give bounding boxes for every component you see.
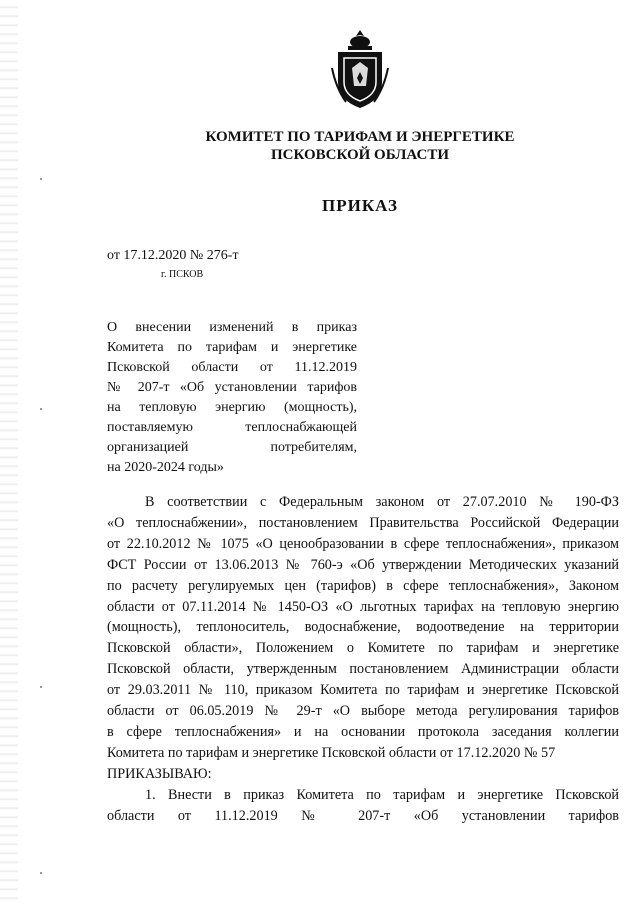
subject-line: на тепловую энергию (мощность), — [107, 400, 357, 415]
body-line: Псковской области», Положением о Комитете по тарифам и энергетике — [107, 640, 619, 657]
body-line: в сфере теплоснабжения» и на основании протокола заседания коллегии — [107, 723, 619, 740]
body-line: области от 06.05.2019 № 29-т «О выборе метода регулирования тарифов — [107, 703, 619, 720]
subject-line: № 207-т «Об установлении тарифов — [107, 380, 357, 395]
body-line: от 22.10.2012 № 1075 «О ценообразовании в сфере теплоснабжения», приказом — [107, 535, 619, 552]
scan-speck — [40, 872, 42, 874]
order-directive: ПРИКАЗЫВАЮ: — [107, 765, 212, 782]
body-line: В соответствии с Федеральным законом от 27.07.2010 № 190-ФЗ — [145, 494, 619, 510]
body-line: ФСТ России от 13.06.2013 № 760-э «Об утверждении Методических указаний — [107, 556, 619, 573]
committee-name-line-2: ПСКОВСКОЙ ОБЛАСТИ — [270, 147, 450, 163]
body-line: от 29.03.2011 № 110, приказом Комитета по тарифам и энергетике Псковской — [107, 682, 619, 699]
coat-of-arms-emblem — [330, 28, 390, 112]
subject-line: организацией потребителям, — [107, 440, 357, 455]
order-body — [107, 492, 619, 827]
body-line: по расчету регулируемых цен (тарифов) в сфере теплоснабжения», Законом — [107, 577, 619, 594]
order-date-number: от 17.12.2020 № 276-т — [107, 248, 239, 263]
body-line: 1. Внести в приказ Комитета по тарифам и энергетике Псковской — [145, 786, 619, 803]
body-line: (мощность), теплоноситель, водоснабжение, водоотведение на территории — [107, 619, 619, 636]
subject-line: на 2020-2024 годы» — [107, 460, 224, 475]
subject-line: О внесении изменений в приказ — [107, 320, 357, 335]
order-subject — [107, 318, 357, 478]
subject-line: Комитета по тарифам и энергетике — [107, 340, 357, 355]
body-line: области от 11.12.2019 № 207-т «Об установлении тарифов — [107, 807, 619, 824]
committee-name-line-1: КОМИТЕТ ПО ТАРИФАМ И ЭНЕРГЕТИКЕ — [205, 129, 515, 145]
subject-line: поставляемую теплоснабжающей — [107, 420, 357, 435]
scan-speck — [40, 408, 42, 410]
body-line: «О теплоснабжении», постановлением Правительства Российской Федерации — [107, 514, 619, 531]
body-line: Комитета по тарифам и энергетике Псковской области от 17.12.2020 № 57 — [107, 744, 556, 761]
subject-line: Псковской области от 11.12.2019 — [107, 360, 357, 375]
body-line: Псковской области, утвержденным постановлением Администрации области — [107, 661, 619, 678]
scan-edge-artifact — [0, 0, 18, 905]
document-title: ПРИКАЗ — [322, 196, 398, 215]
body-line: области от 07.11.2014 № 1450-ОЗ «О льготных тарифах на тепловую энергию — [107, 598, 619, 615]
scan-speck — [40, 178, 42, 180]
city-label: г. ПСКОВ — [161, 269, 204, 280]
scan-speck — [40, 686, 42, 688]
